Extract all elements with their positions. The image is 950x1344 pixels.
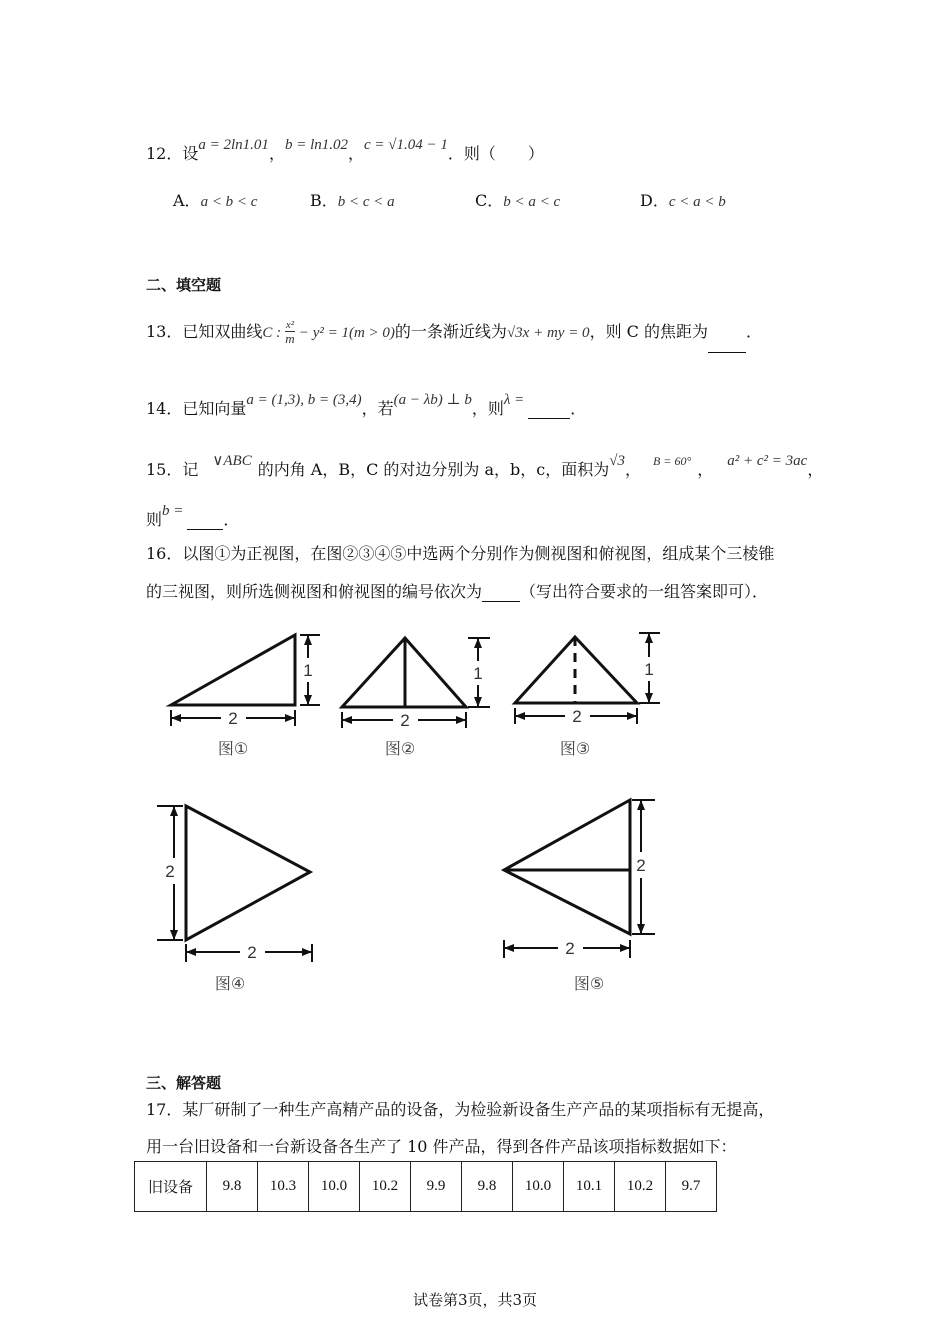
- option-label: C．: [475, 191, 504, 210]
- fig3-height-label: 1: [644, 660, 654, 679]
- q14-number: 14．: [146, 399, 183, 418]
- fig2-height-label: 1: [473, 664, 483, 683]
- fig4-caption: 图④: [214, 976, 246, 993]
- q13-frac-denominator: m: [285, 331, 295, 346]
- table-row: [135, 1162, 717, 1212]
- q12-b-definition: b = ln1.02: [284, 137, 348, 153]
- q16-line2-a: 的三视图，则所选侧视图和俯视图的编号依次为: [146, 582, 483, 601]
- table-cell: 10.2: [360, 1162, 411, 1212]
- option-expr: b < a < c: [503, 194, 561, 210]
- q13-tail: ，则 C 的焦距为: [589, 322, 708, 341]
- fig1-triangle: [171, 635, 295, 705]
- q14-mid: ，若: [361, 399, 394, 418]
- q14-ask: λ =: [503, 392, 525, 408]
- q15-comma: ，: [807, 460, 824, 479]
- fig5-triangle: [504, 800, 630, 934]
- fig2-width-label: 2: [400, 711, 410, 730]
- option-label: B．: [310, 191, 338, 210]
- figure-3: [515, 637, 637, 703]
- fig1-width-label: 2: [228, 709, 238, 728]
- q13-curve-suffix: − y² = 1(m > 0): [295, 325, 395, 341]
- q14-condition: (a − λb) ⊥ b: [393, 392, 472, 408]
- table-cell: 10.1: [564, 1162, 615, 1212]
- q15-number: 15．: [146, 460, 183, 479]
- fig5-height-label: 2: [636, 856, 646, 875]
- option-label: D．: [640, 191, 669, 210]
- option-expr: c < a < b: [668, 194, 726, 210]
- q17-line2: 用一台旧设备和一台新设备各生产了 10 件产品，得到各件产品该项指标数据如下：: [146, 1137, 737, 1156]
- data-table: [134, 1161, 717, 1212]
- q12-number: 12．: [146, 144, 183, 163]
- q13-number: 13．: [146, 322, 183, 341]
- q13-mid: 的一条渐近线为: [394, 322, 507, 341]
- q12-sep2: ，: [348, 144, 365, 163]
- q15-area: √3: [609, 453, 625, 469]
- fig4-height-label: 2: [165, 862, 175, 881]
- option-label: A．: [173, 191, 201, 210]
- figure-2: [342, 638, 466, 707]
- fig1-height-label: 1: [303, 661, 313, 680]
- figure-1: [171, 635, 295, 705]
- q12-tail: ．则（ ）: [447, 144, 544, 163]
- q13-lead: 已知双曲线: [182, 322, 263, 341]
- table-cell: 9.9: [411, 1162, 462, 1212]
- fig3-width-label: 2: [572, 707, 582, 726]
- option-expr: b < c < a: [337, 194, 395, 210]
- q15-lead: 记: [182, 460, 199, 479]
- fig1-caption: 图①: [217, 741, 249, 758]
- fig4-triangle: [186, 806, 310, 940]
- q15-ask: b =: [162, 503, 184, 519]
- table-cell: 9.7: [666, 1162, 717, 1212]
- q15-period: ．: [223, 510, 240, 529]
- q15-mid: 的内角 A，B，C 的对边分别为 a，b，c，面积为: [257, 460, 610, 479]
- section2-heading: 二、填空题: [146, 276, 222, 294]
- page-footer: 试卷第3页，共3页: [412, 1291, 538, 1309]
- q14-period: ．: [570, 399, 587, 418]
- q14-vectors: a = (1,3), b = (3,4): [246, 392, 362, 408]
- q13-frac-numerator: x²: [285, 319, 295, 331]
- option-expr: a < b < c: [200, 194, 258, 210]
- figure-5: [504, 800, 630, 934]
- fig3-caption: 图③: [559, 741, 591, 758]
- figure-4: [186, 806, 310, 940]
- q16-line2-b: （写出符合要求的一组答案即可）．: [520, 582, 769, 601]
- table-row-label: 旧设备: [135, 1162, 207, 1212]
- table-cell: 10.3: [258, 1162, 309, 1212]
- table-cell: 9.8: [462, 1162, 513, 1212]
- section3-heading: 三、解答题: [146, 1074, 222, 1092]
- q12-a-definition: a = 2ln1.01: [198, 137, 269, 153]
- fig2-caption: 图②: [384, 741, 416, 758]
- table-cell: 9.8: [207, 1162, 258, 1212]
- q16-line1: 16．以图①为正视图，在图②③④⑤中选两个分别作为侧视图和俯视图，组成某个三棱锥: [146, 544, 775, 563]
- q12-c-definition: c = √1.04 − 1: [364, 137, 448, 153]
- q13-period: ．: [745, 322, 762, 341]
- q15-comma: ，: [625, 460, 642, 479]
- fig4-width-label: 2: [247, 943, 257, 962]
- q15-comma: ，: [697, 460, 714, 479]
- q12-sep1: ，: [268, 144, 285, 163]
- table-cell: 10.0: [309, 1162, 360, 1212]
- q12-lead: 设: [182, 144, 199, 163]
- table-cell: 10.2: [615, 1162, 666, 1212]
- q17-line1: 17．某厂研制了一种生产高精产品的设备，为检验新设备生产产品的某项指标有无提高，: [146, 1100, 775, 1119]
- q13-curve-prefix: C :: [262, 325, 285, 341]
- q14-tail: ，则: [471, 399, 504, 418]
- q15-relation: a² + c² = 3ac: [727, 453, 808, 469]
- q13-asymptote: √3x + my = 0: [506, 325, 590, 341]
- table-cell: 10.0: [513, 1162, 564, 1212]
- q15-triangle: ∨ABC: [212, 453, 252, 469]
- q14-lead: 已知向量: [182, 399, 247, 418]
- fig5-width-label: 2: [565, 939, 575, 958]
- q15-angle: B = 60°: [653, 454, 692, 468]
- q15-line2-lead: 则: [146, 510, 163, 529]
- fig5-caption: 图⑤: [573, 976, 605, 993]
